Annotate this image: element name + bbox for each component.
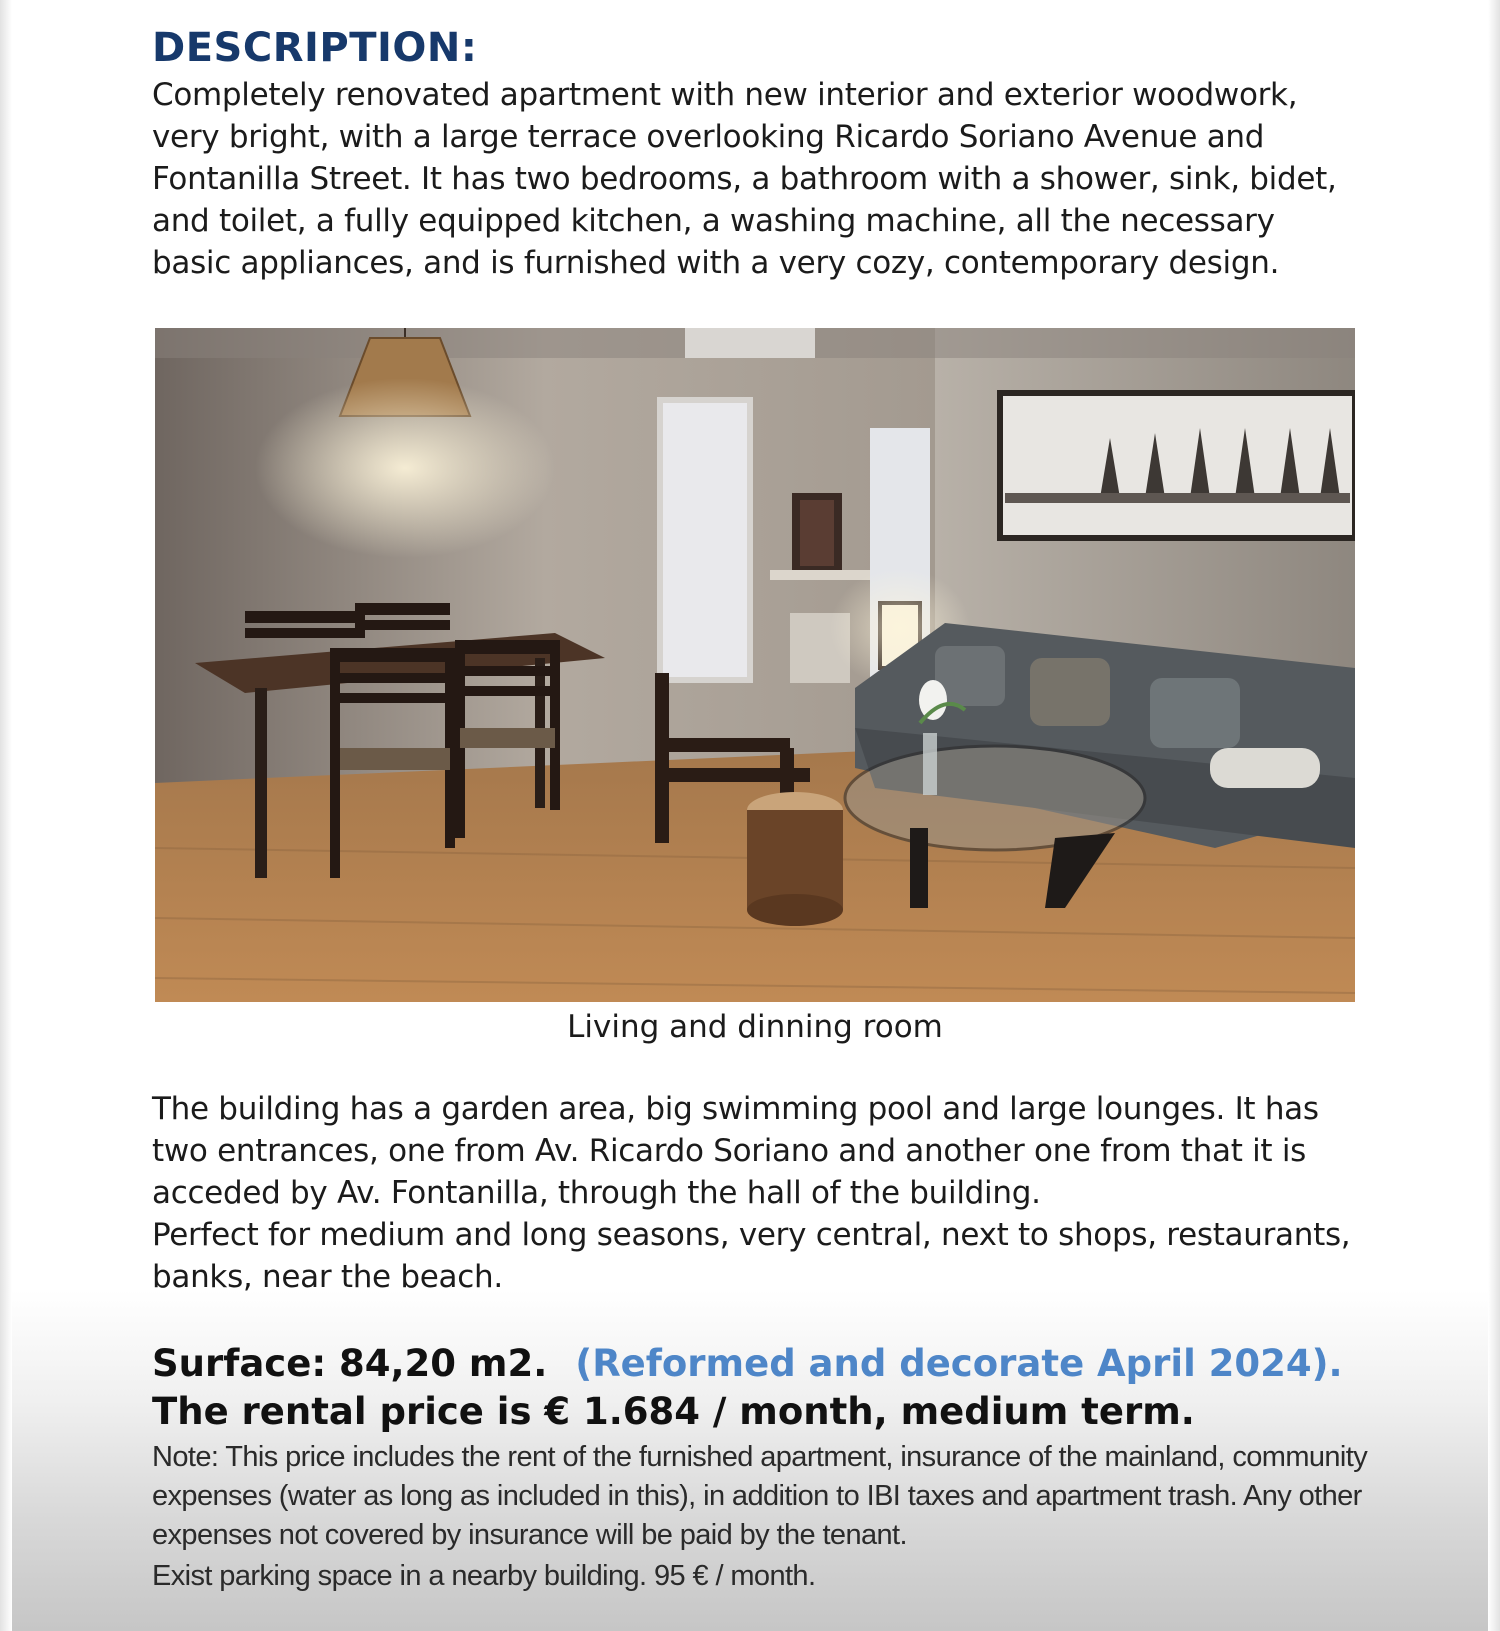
location-text: Perfect for medium and long seasons, very central, next to shops, restaurants, banks, near the beach. — [152, 1217, 1351, 1295]
price-note: Note: This price includes the rent of the furnished apartment, insurance of the mainland, community expenses (water as long as included in this), in addition to IBI taxes and apartment trash. Any other expenses not covered by insurance will be paid by the tenant. — [152, 1441, 1368, 1551]
description-section — [152, 22, 1362, 284]
surface-line — [152, 1340, 1382, 1388]
building-section — [152, 1088, 1372, 1298]
living-room-photo — [155, 328, 1355, 1002]
left-edge-shadow — [0, 0, 12, 1631]
building-text: The building has a garden area, big swimming pool and large lounges. It has two entrances, one from Av. Ricardo Soriano and another one from that it is acceded by Av. Fontanilla, through the hall of the building. — [152, 1091, 1319, 1211]
pricing-section — [152, 1340, 1382, 1596]
photo-caption: Living and dinning room — [567, 1009, 943, 1045]
reformed-note: (Reformed and decorate April 2024). — [575, 1342, 1343, 1385]
rental-price: The rental price is € 1.684 / month, medium term. — [152, 1390, 1195, 1433]
description-heading: DESCRIPTION: — [152, 25, 478, 71]
description-text: Completely renovated apartment with new interior and exterior woodwork, very bright, with a large terrace overlooking Ricardo Soriano Avenue and Fontanilla Street. It has two bedrooms, a bathroom with a shower, sink, bidet, and toilet, a fully equipped kitchen, a washing machine, all the necessary basic appliances, and is furnished with a very cozy, contemporary design. — [152, 77, 1337, 281]
right-edge-shadow — [1488, 0, 1500, 1631]
surface-text: Surface: 84,20 m2. — [152, 1342, 548, 1385]
parking-note: Exist parking space in a nearby building. 95 € / month. — [152, 1560, 816, 1592]
